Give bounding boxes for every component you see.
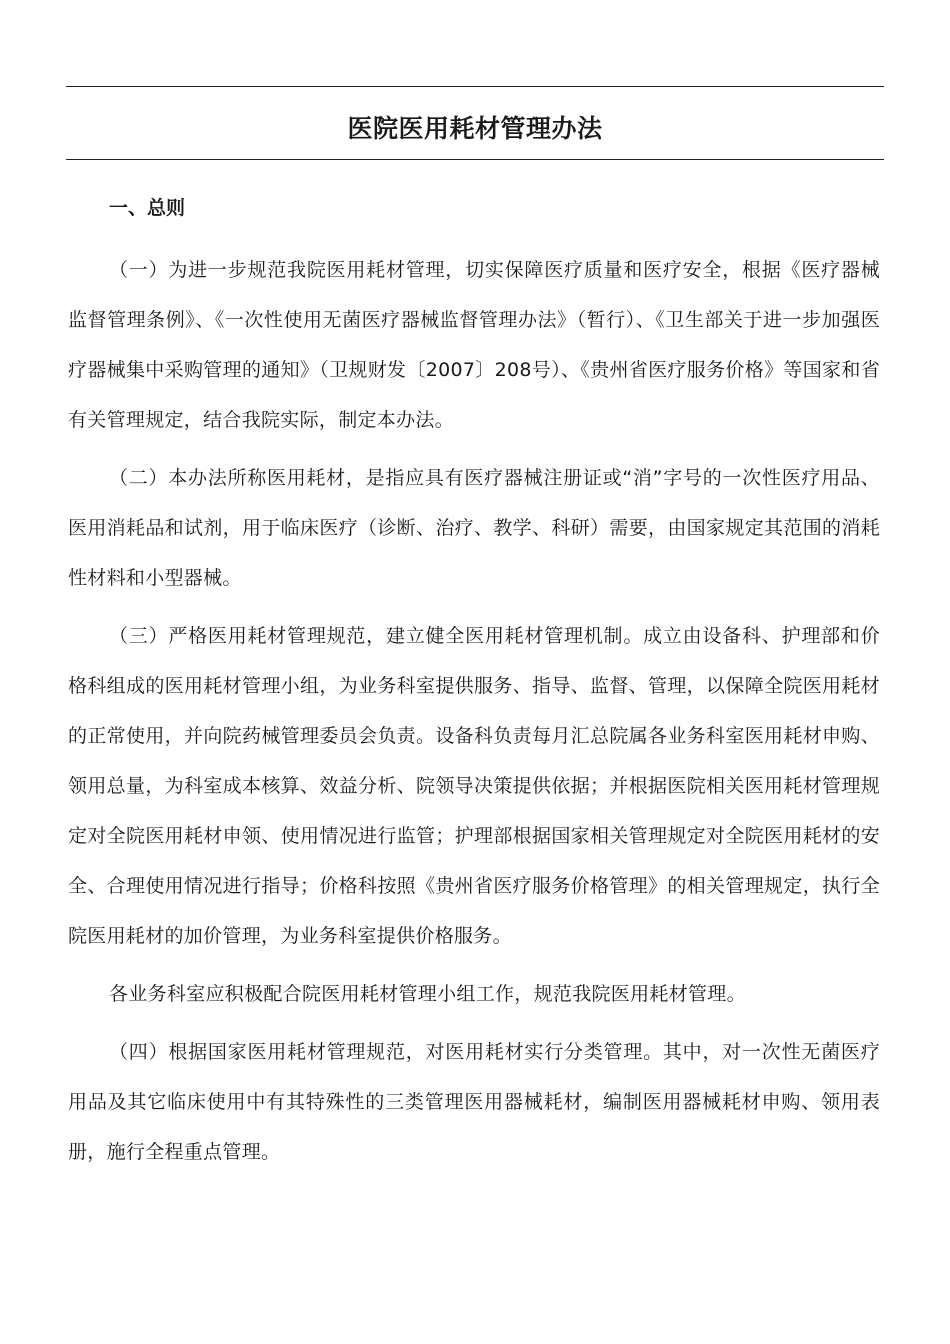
- paragraph-2: （二）本办法所称医用耗材，是指应具有医疗器械注册证或“消”字号的一次性医疗用品、医用消耗品和试剂，用于临床医疗（诊断、治疗、教学、科研）需要，由国家规定其范围的消耗性材料和小型器械。: [68, 467, 880, 589]
- paragraph-3: （三）严格医用耗材管理规范，建立健全医用耗材管理机制。成立由设备科、护理部和价格科组成的医用耗材管理小组，为业务科室提供服务、指导、监督、管理，以保障全院医用耗材的正常使用，并向院药械管理委员会负责。设备科负责每月汇总院属各业务科室医用耗材申购、领用总量，为科室成本核算、效益分析、院领导决策提供依据；并根据医院相关医用耗材管理规定对全院医用耗材申领、使用情况进行监管；护理部根据国家相关管理规定对全院医用耗材的安全、合理使用情况进行指导；价格科按照《贵州省医疗服务价格管理》的相关管理规定，执行全院医用耗材的加价管理，为业务科室提供价格服务。: [68, 625, 880, 947]
- paragraph-4: 各业务科室应积极配合院医用耗材管理小组工作，规范我院医用耗材管理。: [109, 983, 746, 1005]
- header-rule: [66, 86, 884, 87]
- section-heading-general: 一、总则: [109, 197, 186, 219]
- paragraph-1: （一）为进一步规范我院医用耗材管理，切实保障医疗质量和医疗安全，根据《医疗器械监督管理条例》、《一次性使用无菌医疗器械监督管理办法》（暂行）、《卫生部关于进一步加强医疗器械集中采购管理的通知》（卫规财发〔2007〕208号）、《贵州省医疗服务价格》等国家和省有关管理规定，结合我院实际，制定本办法。: [68, 259, 880, 431]
- paragraph-5: （四）根据国家医用耗材管理规范，对医用耗材实行分类管理。其中，对一次性无菌医疗用品及其它临床使用中有其特殊性的三类管理医用器械耗材，编制医用器械耗材申购、领用表册，施行全程重点管理。: [68, 1041, 880, 1163]
- title-underline: [66, 159, 884, 160]
- document-title: 医院医用耗材管理办法: [347, 114, 603, 143]
- section-body: [68, 245, 880, 1185]
